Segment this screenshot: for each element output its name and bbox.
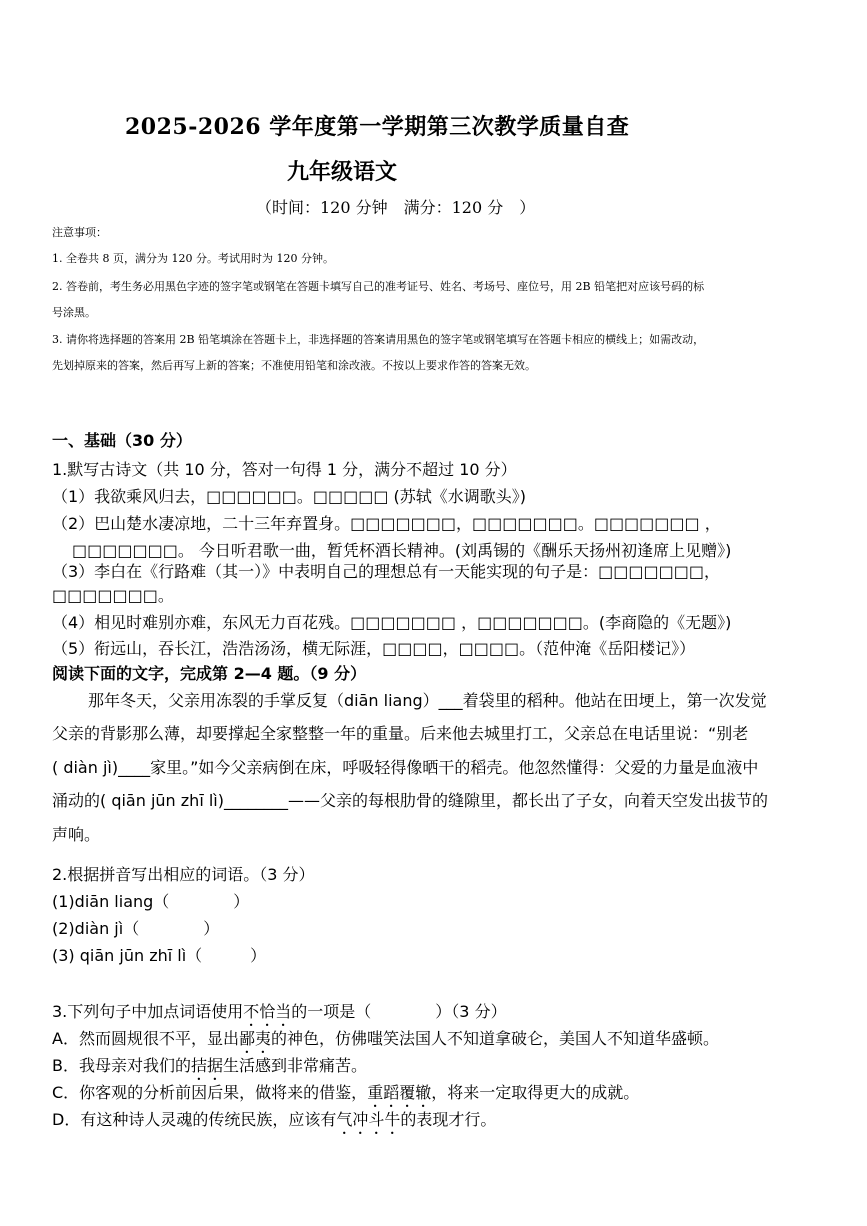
q2-item-3: (3) qiān jūn zhī lì（ ）: [52, 946, 267, 965]
q1-line-2a: （2）巴山楚水凄凉地，二十三年弃置身。□□□□□□□，□□□□□□□。□□□□□□□ ，: [52, 514, 721, 533]
reading-para-line-2: 父亲的背影那么薄，却要撑起全家整整一年的重量。后来他去城里打工，父亲总在电话里说：“别老: [52, 724, 749, 743]
note-1: 1. 全卷共 8 页，满分为 120 分。考试用时为 120 分钟。: [52, 252, 334, 265]
reading-para-line-3: ( diàn jì)____家里。”如今父亲病倒在床，呼吸轻得像晒干的稻壳。他忽然懂得：父爱的力量是血液中: [52, 758, 759, 777]
q3-c-post: ，将来一定取得更大的成就。: [431, 1083, 640, 1102]
note-2-line1: 2. 答卷前，考生务必用黑色字迹的签字笔或钢笔在答题卡填写自己的准考证号、姓名、考场号、座位号，用 2B 铅笔把对应该号码的标: [52, 280, 705, 293]
q3-b-dotted-word: 拮据: [190, 1056, 223, 1075]
q3-b-pre: B．我母亲对我们的: [52, 1056, 191, 1075]
q3-a-dotted-word: 鄙夷: [238, 1029, 271, 1048]
q2-item-1: (1)diān liang（ ）: [52, 892, 250, 911]
note-2-line2: 号涂黑。: [52, 306, 96, 319]
q2-stem: 2.根据拼音写出相应的词语。（3 分）: [52, 865, 315, 884]
exam-time-info: （时间：120 分钟 满分：120 分 ）: [256, 198, 536, 217]
q3-b-post: 生活感到非常痛苦。: [223, 1056, 368, 1075]
q1-stem: 1.默写古诗文（共 10 分，答对一句得 1 分，满分不超过 10 分）: [52, 460, 517, 479]
q1-line-1: （1）我欲乘风归去，□□□□□□。□□□□□ (苏轼《水调歌头》): [52, 487, 527, 506]
q3-a-post: 的神色，仿佛嗤笑法国人不知道拿破仑，美国人不知道华盛顿。: [270, 1029, 719, 1048]
q1-line-5: （5）衔远山，吞长江，浩浩汤汤，横无际涯，□□□□，□□□□。（范仲淹《岳阳楼记》）: [52, 639, 696, 658]
q3-stem-emphasis: 不恰当: [243, 1002, 292, 1021]
note-3-line1: 3. 请你将选择题的答案用 2B 铅笔填涂在答题卡上，非选择题的答案请用黑色的签字笔或钢笔填写在答题卡相应的横线上；如需改动，: [52, 333, 705, 346]
q1-line-3a: （3）李白在《行路难（其一）》中表明自己的理想总有一天能实现的句子是：□□□□□□□，: [52, 562, 721, 581]
reading-stem: 阅读下面的文字，完成第 2—4 题。（9 分）: [52, 664, 367, 683]
notes-heading: 注意事项：: [52, 226, 107, 239]
q3-d-dotted-word: 气冲斗牛: [336, 1110, 401, 1129]
exam-title: 2025-2026 学年度第一学期第三次教学质量自查: [125, 114, 630, 140]
q3-c-pre: C．你客观的分析前因后果，做将来的借鉴，: [52, 1083, 368, 1102]
q1-line-2b: □□□□□□□。 今日听君歌一曲，暂凭杯酒长精神。(刘禹锡的《酬乐天扬州初逢席上见赠》): [72, 541, 732, 560]
section-1-heading: 一、基础（30 分）: [52, 431, 192, 450]
q3-d-post: 的表现才行。: [400, 1110, 497, 1129]
q3-stem-pre: 3.下列句子中加点词语使用: [52, 1002, 244, 1021]
reading-para-line-4: 涌动的( qiān jūn zhī lì)________——父亲的每根肋骨的缝隙里，都长出了子女，向着天空发出拔节的: [52, 791, 768, 810]
q3-d-pre: D．有这种诗人灵魂的传统民族，应该有: [52, 1110, 337, 1129]
reading-para-line-5: 声响。: [52, 825, 101, 844]
q1-line-4: （4）相见时难别亦难，东风无力百花残。□□□□□□□ ，□□□□□□□。(李商隐的《无题》): [52, 613, 732, 632]
q2-item-2: (2)diàn jì（ ）: [52, 919, 220, 938]
q3-stem-post: 的一项是（ ）（3 分）: [291, 1002, 507, 1021]
q3-c-dotted-word: 重蹈覆辙: [367, 1083, 432, 1102]
q3-a-pre: A．然而圆规很不平，显出: [52, 1029, 239, 1048]
reading-para-line-1: 那年冬天，父亲用冻裂的手掌反复（diān liang）___着袋里的稻种。他站在田埂上，第一次发觉: [88, 691, 767, 710]
q1-line-3b: □□□□□□□。: [52, 586, 174, 605]
exam-subtitle: 九年级语文: [287, 159, 398, 185]
note-3-line2: 先划掉原来的答案，然后再写上新的答案；不准使用铅笔和涂改液。不按以上要求作答的答案无效。: [52, 359, 536, 372]
q3-option-d: [52, 1107, 496, 1138]
